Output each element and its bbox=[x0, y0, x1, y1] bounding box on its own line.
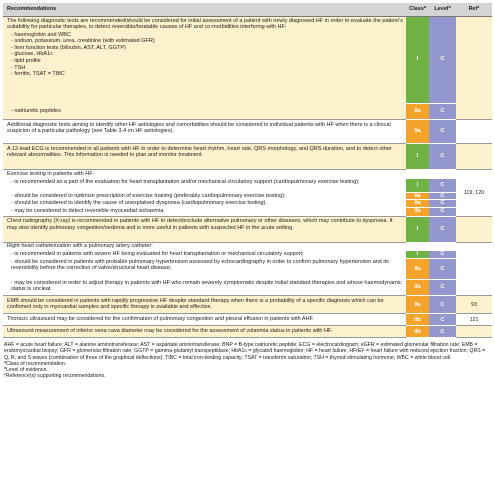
class-badge: I bbox=[406, 17, 429, 104]
class-badge: I bbox=[406, 178, 429, 192]
class-cell-empty bbox=[406, 170, 429, 179]
list-item: - should be considered in patients with probable pulmonary hypertension assessed by echocardiography in order to confirm pulmonary hypertension and its reversibility before the correction of valve/structural heart disease; bbox=[7, 259, 403, 272]
level-badge: C bbox=[429, 207, 456, 216]
level-cell-empty bbox=[429, 170, 456, 179]
level-badge: C bbox=[429, 200, 456, 208]
table-row-exercise-3 bbox=[3, 200, 492, 208]
rhc-item-2 bbox=[3, 258, 406, 279]
table-row-natriuretic bbox=[3, 103, 492, 120]
exercise-title: Exercise testing in patients with HF: bbox=[3, 170, 406, 179]
table-row-additional bbox=[3, 120, 492, 144]
class-badge: IIb bbox=[406, 314, 429, 326]
exercise-ref: 119, 120 bbox=[456, 170, 492, 217]
ivc-text: Ultrasound measurement of inferior vena cava diameter may be considered for the assessment of volaemia status in patients with HF. bbox=[3, 326, 406, 338]
abbreviations-footnote: AHF = acute heart failure; ALT = alanine aminotransferase; AST = aspartate aminotransferase; BNP = B-type natriuretic peptide; ECG = electrocardiogram; eGFR = estimated glomerular filtration rate; EMB = endomyocardial biopsy; GFR = glomerular filtration rate; GGTP = gamma-glutamyl transpeptidase; HbA1c = glycated haemoglobin; HF = heart failure; HFrEF = heart failure with reduced ejection fraction; QRS = Q, R, and S waves (combination of three of the graphical deflections); TIBC = total iron-binding capacity; TSAT = transferrin saturation; TSH = thyroid-stimulating hormone; WBC = white blood cell. bbox=[4, 342, 486, 361]
class-badge: IIb bbox=[406, 279, 429, 296]
class-badge: I bbox=[406, 251, 429, 259]
list-item: - glucose, HbA1c bbox=[7, 51, 403, 58]
list-item: - may be considered in order to adjust therapy in patients with HF who remain severely symptomatic despite initial standard therapies and whose haemodynamic status is unclear. bbox=[7, 280, 403, 293]
diagnostic-tests-text bbox=[3, 17, 406, 104]
list-item: - TSH bbox=[7, 65, 403, 72]
class-badge: IIa bbox=[406, 120, 429, 144]
class-badge: IIa bbox=[406, 200, 429, 208]
class-badge: I bbox=[406, 216, 429, 242]
list-item: - should be considered to identify the cause of unexplained dyspnoea (cardiopulmonary exercise testing). bbox=[7, 200, 403, 207]
table-header-row bbox=[3, 3, 492, 17]
level-badge: C bbox=[429, 178, 456, 192]
rhc-item-1 bbox=[3, 251, 406, 259]
ref-cell bbox=[456, 144, 492, 170]
thoracic-text: Thoracic ultrasound may be considered for the confirmation of pulmonary congestion and pleural effusion in patients with AHF. bbox=[3, 314, 406, 326]
level-badge: C bbox=[429, 17, 456, 104]
emb-ref: 93 bbox=[456, 296, 492, 314]
emb-text: EMB should be considered in patients with rapidly progressive HF despite standard therapy when there is a probability of a specific diagnosis which can be confirmed only in myocardial samples and specific therapy is available and effective. bbox=[3, 296, 406, 314]
class-badge: IIb bbox=[406, 326, 429, 338]
footnote-b: $^b$Level of evidence. bbox=[4, 365, 48, 373]
list-item: - ferritin, TSAT = TIBC bbox=[7, 71, 403, 78]
ref-cell bbox=[456, 326, 492, 338]
table-row-rhc-title bbox=[3, 242, 492, 251]
list-item: - should be considered to optimize prescription of exercise training (preferably cardiopulmonary exercise testing); bbox=[7, 193, 403, 200]
table-row-diagnostic-tests bbox=[3, 17, 492, 104]
ref-cell bbox=[456, 216, 492, 242]
level-badge: C bbox=[429, 192, 456, 200]
class-badge: IIa bbox=[406, 103, 429, 120]
list-item: - may be considered to detect reversible myocardial ischaemia. bbox=[7, 208, 403, 215]
level-badge: C bbox=[429, 314, 456, 326]
recommendations-table bbox=[3, 3, 492, 338]
thoracic-ref: 121 bbox=[456, 314, 492, 326]
footnotes bbox=[3, 342, 492, 379]
class-badge: IIa bbox=[406, 258, 429, 279]
class-badge: I bbox=[406, 144, 429, 170]
table-row-rhc-1 bbox=[3, 251, 492, 259]
level-badge: C bbox=[429, 296, 456, 314]
table-row-exercise-2 bbox=[3, 192, 492, 200]
header-level: Level$^b$ bbox=[429, 3, 456, 17]
table-row-emb bbox=[3, 296, 492, 314]
table-row-exercise-1 bbox=[3, 178, 492, 192]
rhc-title: Right heart catheterization with a pulmonary artery catheter: bbox=[3, 242, 406, 251]
recommendations-table-page bbox=[3, 3, 492, 379]
level-badge: C bbox=[429, 103, 456, 120]
level-badge: C bbox=[429, 258, 456, 279]
level-badge: C bbox=[429, 144, 456, 170]
level-badge: C bbox=[429, 120, 456, 144]
footnote-a: $^a$Class of recommendation. bbox=[4, 359, 67, 367]
exercise-item-2 bbox=[3, 192, 406, 200]
table-row-rhc-2 bbox=[3, 258, 492, 279]
list-item: - haemoglobin and WBC bbox=[7, 32, 403, 39]
natriuretic-text bbox=[3, 103, 406, 120]
rhc-item-3 bbox=[3, 279, 406, 296]
diagnostic-intro: The following diagnostic tests are recommended/should be considered for initial assessment of a patient with newly diagnosed HF in order to evaluate the patient’s suitability for particular therapies, to detect reversible/treatable causes of HF and co-morbidities interfering with HF: bbox=[7, 17, 403, 31]
exercise-item-4 bbox=[3, 207, 406, 216]
table-row-exercise-4 bbox=[3, 207, 492, 216]
footnote-c: $^c$Reference(s) supporting recommendations. bbox=[4, 371, 106, 379]
list-item: - liver function tests (bilirubin, AST, ALT, GGTP) bbox=[7, 45, 403, 52]
class-badge: IIa bbox=[406, 192, 429, 200]
diagnostic-list bbox=[7, 32, 403, 78]
class-badge: IIb bbox=[406, 207, 429, 216]
exercise-item-3 bbox=[3, 200, 406, 208]
level-badge: C bbox=[429, 216, 456, 242]
list-item: - is recommended in patients with severe HF being evaluated for heart transplantation or mechanical circulatory support; bbox=[7, 251, 403, 258]
ref-cell bbox=[456, 242, 492, 296]
table-row-ivc bbox=[3, 326, 492, 338]
table-row-ecg bbox=[3, 144, 492, 170]
list-item: - lipid profile bbox=[7, 58, 403, 65]
header-class: Class$^a$ bbox=[406, 3, 429, 17]
class-badge: IIa bbox=[406, 296, 429, 314]
level-cell-empty bbox=[429, 242, 456, 251]
header-ref: Ref$^c$ bbox=[456, 3, 492, 17]
list-item: - is recommended as a part of the evaluation for heart transplantation and/or mechanical circulatory support (cardiopulmonary exercise testing); bbox=[7, 179, 403, 186]
table-row-exercise-title bbox=[3, 170, 492, 179]
ref-cell bbox=[456, 17, 492, 120]
ref-cell bbox=[456, 120, 492, 144]
table-row-thoracic bbox=[3, 314, 492, 326]
level-badge: C bbox=[429, 279, 456, 296]
header-recommendations: Recommendations bbox=[3, 3, 406, 17]
level-badge: C bbox=[429, 326, 456, 338]
table-row-rhc-3 bbox=[3, 279, 492, 296]
class-cell-empty bbox=[406, 242, 429, 251]
ecg-text: A 12-lead ECG is recommended in all patients with HF in order to determine heart rhythm, heart rate, QRS morphology, and QRS duration, and to detect other relevant abnormalities. This information is needed to plan and monitor treatment. bbox=[3, 144, 406, 170]
level-badge: C bbox=[429, 251, 456, 259]
list-item: - natriuretic peptides bbox=[7, 108, 403, 115]
additional-text: Additional diagnostic tests aiming to identify other HF aetiologies and comorbidities should be considered in individual patients with HF when there is a clinical suspicion of a particular pathology (see Table 3.4 on HF aetiologies). bbox=[3, 120, 406, 144]
exercise-item-1 bbox=[3, 178, 406, 192]
chest-text: Chest radiography (X-ray) is recommended in patients with HF to detect/exclude alternative pulmonary or other diseases, which may contribute to dyspnoea. It may also identify pulmonary congestion/oedema and is more useful in patients with suspected HF in the acute setting. bbox=[3, 216, 406, 242]
list-item: - sodium, potassium, urea, creatinine (with estimated GFR) bbox=[7, 38, 403, 45]
table-row-chest bbox=[3, 216, 492, 242]
